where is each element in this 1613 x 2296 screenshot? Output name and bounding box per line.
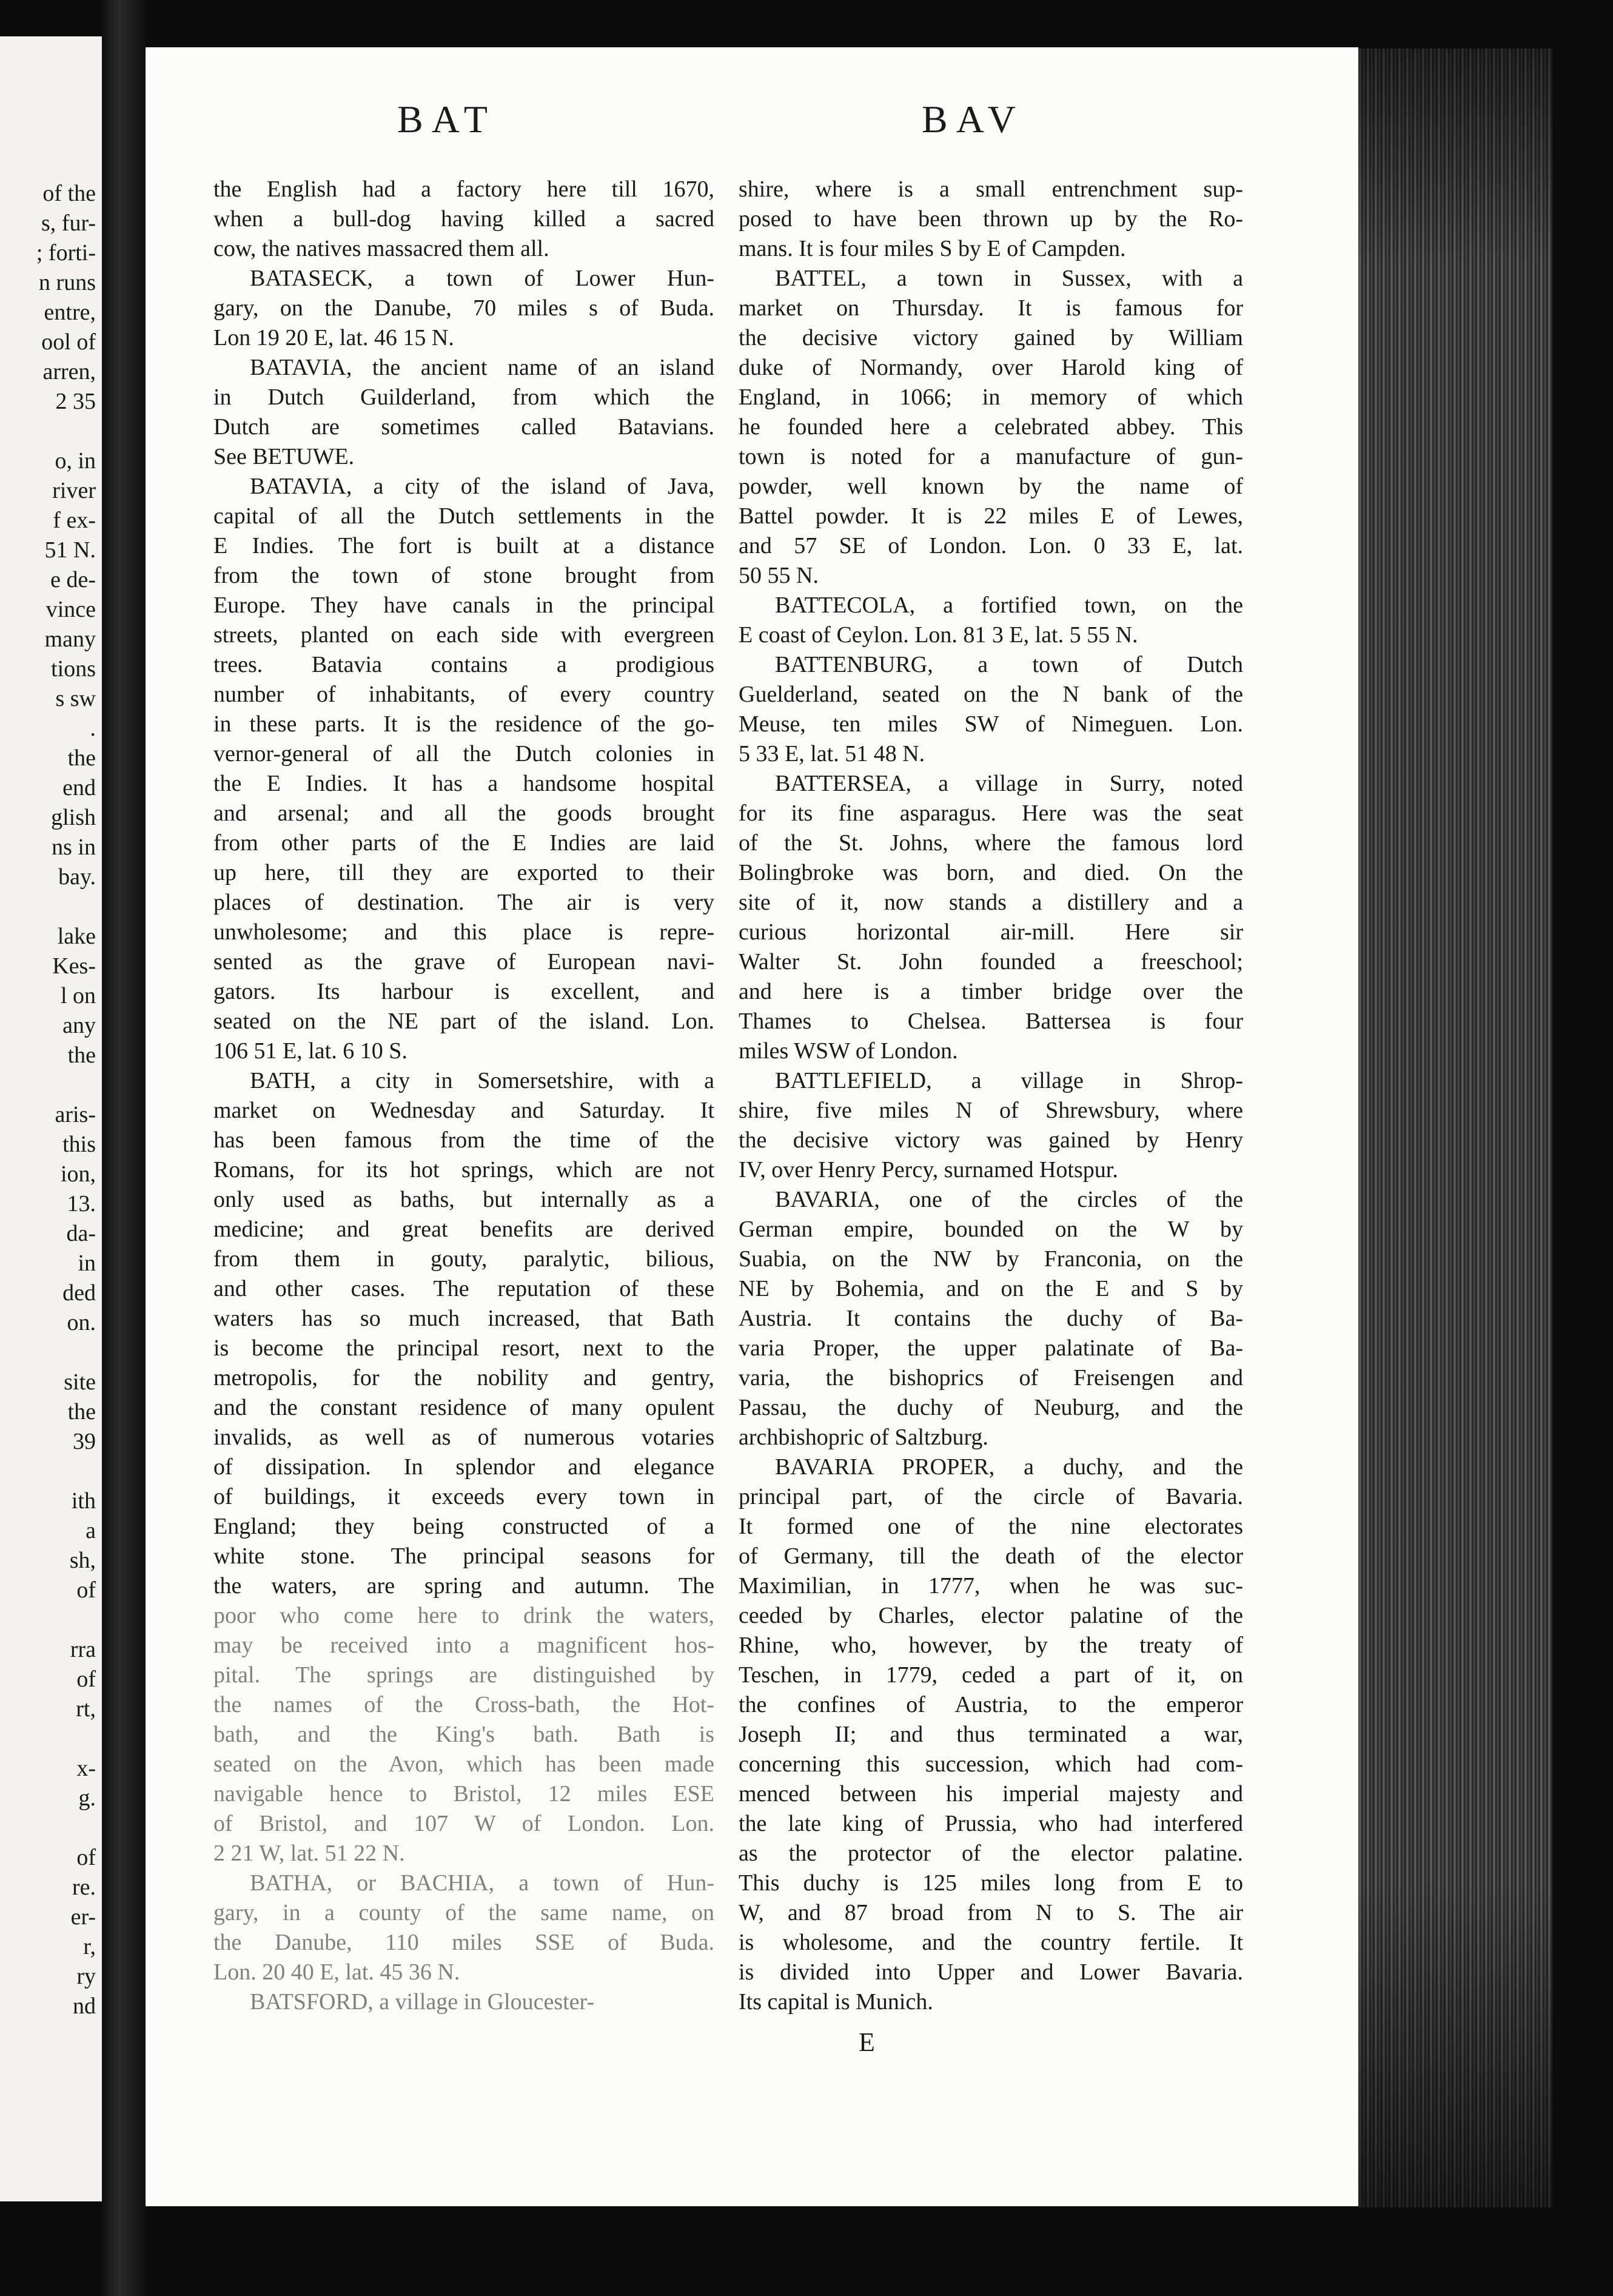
previous-page-fragment: er- bbox=[70, 1904, 96, 1930]
text-line: gators. Its harbour is excellent, and bbox=[213, 979, 714, 1004]
previous-page-fragment: tions bbox=[51, 656, 96, 682]
previous-page-fragment: 39 bbox=[73, 1429, 96, 1454]
previous-page-fragment: . bbox=[90, 716, 96, 741]
text-line: Austria. It contains the duchy of Ba- bbox=[739, 1306, 1243, 1331]
previous-page-fragment: sh, bbox=[69, 1548, 96, 1573]
previous-page-fragment: ion, bbox=[60, 1161, 96, 1187]
text-line: the English had a factory here till 1670, bbox=[213, 176, 714, 202]
text-line: of Germany, till the death of the elector bbox=[739, 1543, 1243, 1569]
text-line: Maximilian, in 1777, when he was suc- bbox=[739, 1573, 1243, 1599]
previous-page-fragment: l on bbox=[60, 983, 96, 1009]
previous-page-fragment: ; forti- bbox=[36, 240, 96, 266]
text-line: waters has so much increased, that Bath bbox=[213, 1306, 714, 1331]
previous-page-fragment: ns in bbox=[52, 834, 96, 860]
text-line: shire, where is a small entrenchment sup- bbox=[739, 176, 1243, 202]
text-line: 106 51 E, lat. 6 10 S. bbox=[213, 1038, 407, 1064]
previous-page-fragment: r, bbox=[83, 1934, 96, 1959]
text-line: ceeded by Charles, elector palatine of the bbox=[739, 1603, 1243, 1628]
previous-page-fragment: ry bbox=[76, 1964, 96, 1989]
text-line: E Indies. The fort is built at a distance bbox=[213, 533, 714, 559]
text-line: only used as baths, but internally as a bbox=[213, 1187, 714, 1212]
text-line: he founded here a celebrated abbey. This bbox=[739, 414, 1243, 440]
text-line: BATTERSEA, a village in Surry, noted bbox=[775, 771, 1243, 796]
text-line: BATAVIA, a city of the island of Java, bbox=[250, 474, 714, 499]
text-line: the waters, are spring and autumn. The bbox=[213, 1573, 714, 1599]
text-line: Passau, the duchy of Neuburg, and the bbox=[739, 1395, 1243, 1420]
text-line: curious horizontal air-mill. Here sir bbox=[739, 919, 1243, 945]
text-line: principal part, of the circle of Bavaria. bbox=[739, 1484, 1243, 1509]
previous-page-fragment: aris- bbox=[55, 1102, 96, 1127]
text-line: BATTLEFIELD, a village in Shrop- bbox=[775, 1068, 1243, 1093]
text-line: gary, on the Danube, 70 miles s of Buda. bbox=[213, 295, 714, 321]
previous-page-fragment: lake bbox=[57, 924, 96, 949]
text-line: market on Wednesday and Saturday. It bbox=[213, 1098, 714, 1123]
text-line: as the protector of the elector palatine. bbox=[739, 1841, 1243, 1866]
text-line: town is noted for a manufacture of gun- bbox=[739, 444, 1243, 469]
previous-page-fragment: end bbox=[62, 775, 96, 801]
text-line: navigable hence to Bristol, 12 miles ESE bbox=[213, 1781, 714, 1807]
text-line: is wholesome, and the country fertile. It bbox=[739, 1930, 1243, 1955]
text-line: Romans, for its hot springs, which are not bbox=[213, 1157, 714, 1183]
text-line: places of destination. The air is very bbox=[213, 890, 714, 915]
text-line: 2 21 W, lat. 51 22 N. bbox=[213, 1841, 405, 1866]
text-line: E coast of Ceylon. Lon. 81 3 E, lat. 5 55 N. bbox=[739, 622, 1138, 648]
text-line: Suabia, on the NW by Franconia, on the bbox=[739, 1246, 1243, 1272]
previous-page-fragment: f ex- bbox=[53, 508, 96, 533]
text-line: BATTECOLA, a fortified town, on the bbox=[775, 592, 1243, 618]
text-line: Its capital is Munich. bbox=[739, 1989, 933, 2015]
text-line: of Bristol, and 107 W of London. Lon. bbox=[213, 1811, 714, 1836]
left-text-column bbox=[213, 175, 714, 2017]
text-line: and the constant residence of many opulent bbox=[213, 1395, 714, 1420]
text-line: seated on the Avon, which has been made bbox=[213, 1751, 714, 1777]
previous-page-fragment: glish bbox=[51, 805, 96, 830]
text-line: BAVARIA, one of the circles of the bbox=[775, 1187, 1243, 1212]
text-line: Rhine, who, however, by the treaty of bbox=[739, 1633, 1243, 1658]
text-line: medicine; and great benefits are derived bbox=[213, 1217, 714, 1242]
text-line: and arsenal; and all the goods brought bbox=[213, 801, 714, 826]
right-text-column bbox=[739, 175, 1243, 2017]
text-line: Battel powder. It is 22 miles E of Lewes, bbox=[739, 503, 1243, 529]
text-line: the names of the Cross-bath, the Hot- bbox=[213, 1692, 714, 1717]
text-line: miles WSW of London. bbox=[739, 1038, 958, 1064]
text-line: when a bull-dog having killed a sacred bbox=[213, 206, 714, 232]
text-line: in Dutch Guilderland, from which the bbox=[213, 384, 714, 410]
text-line: the decisive victory gained by William bbox=[739, 325, 1243, 351]
text-line: BATH, a city in Somersetshire, with a bbox=[250, 1068, 714, 1093]
previous-page-fragment: vince bbox=[45, 597, 96, 622]
text-line: metropolis, for the nobility and gentry, bbox=[213, 1365, 714, 1391]
previous-page-fragment: of bbox=[76, 1667, 96, 1692]
text-line: Joseph II; and thus terminated a war, bbox=[739, 1722, 1243, 1747]
text-line: and here is a timber bridge over the bbox=[739, 979, 1243, 1004]
text-line: in these parts. It is the residence of the go- bbox=[213, 711, 714, 737]
text-line: 50 55 N. bbox=[739, 563, 819, 588]
text-line: BATASECK, a town of Lower Hun- bbox=[250, 266, 714, 291]
text-line: is divided into Upper and Lower Bavaria. bbox=[739, 1959, 1243, 1985]
previous-page-fragment: o, in bbox=[55, 448, 96, 474]
text-line: powder, well known by the name of bbox=[739, 474, 1243, 499]
previous-page-fragment: Kes- bbox=[52, 953, 96, 979]
previous-page-fragment: da- bbox=[66, 1221, 96, 1246]
text-line: Meuse, ten miles SW of Nimeguen. Lon. bbox=[739, 711, 1243, 737]
text-line: pital. The springs are distinguished by bbox=[213, 1662, 714, 1688]
previous-page-edge bbox=[0, 36, 102, 2201]
previous-page-fragment: entre, bbox=[44, 300, 96, 325]
text-line: BAVARIA PROPER, a duchy, and the bbox=[775, 1454, 1243, 1480]
previous-page-fragment: many bbox=[44, 626, 96, 652]
text-line: It formed one of the nine electorates bbox=[739, 1514, 1243, 1539]
text-line: menced between his imperial majesty and bbox=[739, 1781, 1243, 1807]
text-line: Thames to Chelsea. Battersea is four bbox=[739, 1009, 1243, 1034]
previous-page-fragment: rt, bbox=[76, 1696, 96, 1722]
previous-page-fragment: 2 35 bbox=[55, 389, 96, 414]
previous-page-fragment: on. bbox=[67, 1310, 96, 1335]
text-line: poor who come here to drink the waters, bbox=[213, 1603, 714, 1628]
text-line: NE by Bohemia, and on the E and S by bbox=[739, 1276, 1243, 1301]
text-line: from other parts of the E Indies are laid bbox=[213, 830, 714, 856]
previous-page-fragment: s, fur- bbox=[41, 210, 96, 236]
text-line: sented as the grave of European navi- bbox=[213, 949, 714, 975]
text-line: the E Indies. It has a handsome hospital bbox=[213, 771, 714, 796]
previous-page-fragment: e de- bbox=[50, 567, 96, 592]
text-line: Walter St. John founded a freeschool; bbox=[739, 949, 1243, 975]
previous-page-fragment: arren, bbox=[42, 359, 96, 384]
text-line: the decisive victory was gained by Henry bbox=[739, 1127, 1243, 1153]
previous-page-fragment: any bbox=[62, 1013, 96, 1038]
text-line: BATTEL, a town in Sussex, with a bbox=[775, 266, 1243, 291]
page-block-edges bbox=[1358, 49, 1552, 2207]
text-line: duke of Normandy, over Harold king of bbox=[739, 355, 1243, 380]
text-line: BATAVIA, the ancient name of an island bbox=[250, 355, 714, 380]
text-line: cow, the natives massacred them all. bbox=[213, 236, 549, 261]
text-line: seated on the NE part of the island. Lon. bbox=[213, 1009, 714, 1034]
text-line: site of it, now stands a distillery and a bbox=[739, 890, 1243, 915]
text-line: is become the principal resort, next to the bbox=[213, 1335, 714, 1361]
previous-page-fragment: rra bbox=[70, 1637, 96, 1662]
text-line: Europe. They have canals in the principal bbox=[213, 592, 714, 618]
previous-page-fragment: bay. bbox=[58, 864, 96, 890]
text-line: gary, in a county of the same name, on bbox=[213, 1900, 714, 1925]
text-line: of the St. Johns, where the famous lord bbox=[739, 830, 1243, 856]
text-line: 5 33 E, lat. 51 48 N. bbox=[739, 741, 925, 767]
text-line: shire, five miles N of Shrewsbury, where bbox=[739, 1098, 1243, 1123]
text-line: the confines of Austria, to the emperor bbox=[739, 1692, 1243, 1717]
text-line: BATHA, or BACHIA, a town of Hun- bbox=[250, 1870, 714, 1896]
text-line: Dutch are sometimes called Batavians. bbox=[213, 414, 714, 440]
text-line: Teschen, in 1779, ceded a part of it, on bbox=[739, 1662, 1243, 1688]
previous-page-fragment: n runs bbox=[39, 270, 96, 295]
previous-page-fragment: this bbox=[62, 1132, 96, 1157]
text-line: concerning this succession, which had com- bbox=[739, 1751, 1243, 1777]
previous-page-fragment: the bbox=[67, 1399, 96, 1425]
text-line: England; they being constructed of a bbox=[213, 1514, 714, 1539]
text-line: has been famous from the time of the bbox=[213, 1127, 714, 1153]
text-line: from them in gouty, paralytic, bilious, bbox=[213, 1246, 714, 1272]
text-line: market on Thursday. It is famous for bbox=[739, 295, 1243, 321]
text-line: streets, planted on each side with evergreen bbox=[213, 622, 714, 648]
text-line: varia Proper, the upper palatinate of Ba- bbox=[739, 1335, 1243, 1361]
previous-page-fragment: ool of bbox=[41, 329, 96, 355]
running-head-right: BAV bbox=[922, 98, 1024, 141]
previous-page-fragment: 13. bbox=[67, 1191, 96, 1217]
previous-page-fragment: river bbox=[52, 478, 96, 503]
text-line: Lon. 20 40 E, lat. 45 36 N. bbox=[213, 1959, 460, 1985]
text-line: BATSFORD, a village in Gloucester- bbox=[250, 1989, 595, 2015]
previous-page-fragment: re. bbox=[72, 1875, 96, 1900]
text-line: trees. Batavia contains a prodigious bbox=[213, 652, 714, 677]
text-line: England, in 1066; in memory of which bbox=[739, 384, 1243, 410]
text-line: invalids, as well as of numerous votaries bbox=[213, 1425, 714, 1450]
previous-page-fragment: nd bbox=[73, 1993, 96, 2019]
previous-page-fragment: of bbox=[76, 1577, 96, 1603]
previous-page-fragment: ded bbox=[62, 1280, 96, 1306]
text-line: of dissipation. In splendor and elegance bbox=[213, 1454, 714, 1480]
text-line: IV, over Henry Percy, surnamed Hotspur. bbox=[739, 1157, 1118, 1183]
text-line: Guelderland, seated on the N bank of the bbox=[739, 682, 1243, 707]
previous-page-fragment: the bbox=[67, 1042, 96, 1068]
text-line: up here, till they are exported to their bbox=[213, 860, 714, 885]
text-line: the Danube, 110 miles SSE of Buda. bbox=[213, 1930, 714, 1955]
text-line: See BETUWE. bbox=[213, 444, 355, 469]
text-line: Lon 19 20 E, lat. 46 15 N. bbox=[213, 325, 454, 351]
previous-page-fragment: ith bbox=[71, 1488, 96, 1514]
text-line: vernor-general of all the Dutch colonies in bbox=[213, 741, 714, 767]
text-line: and 57 SE of London. Lon. 0 33 E, lat. bbox=[739, 533, 1243, 559]
text-line: mans. It is four miles S by E of Campden. bbox=[739, 236, 1126, 261]
previous-page-fragment: 51 N. bbox=[44, 537, 96, 563]
text-line: and other cases. The reputation of these bbox=[213, 1276, 714, 1301]
previous-page-fragment: g. bbox=[78, 1785, 96, 1811]
running-head-left: BAT bbox=[397, 98, 496, 141]
text-line: This duchy is 125 miles long from E to bbox=[739, 1870, 1243, 1896]
text-line: from the town of stone brought from bbox=[213, 563, 714, 588]
previous-page-fragment: the bbox=[67, 745, 96, 771]
text-line: archbishopric of Saltzburg. bbox=[739, 1425, 988, 1450]
text-line: number of inhabitants, of every country bbox=[213, 682, 714, 707]
previous-page-fragment: x- bbox=[76, 1756, 96, 1781]
text-line: German empire, bounded on the W by bbox=[739, 1217, 1243, 1242]
text-line: varia, the bishoprics of Freisengen and bbox=[739, 1365, 1243, 1391]
text-line: W, and 87 broad from N to S. The air bbox=[739, 1900, 1243, 1925]
text-line: may be received into a magnificent hos- bbox=[213, 1633, 714, 1658]
book-gutter bbox=[102, 0, 146, 2296]
text-line: capital of all the Dutch settlements in the bbox=[213, 503, 714, 529]
text-line: Bolingbroke was born, and died. On the bbox=[739, 860, 1243, 885]
text-line: the late king of Prussia, who had interfered bbox=[739, 1811, 1243, 1836]
text-line: for its fine asparagus. Here was the seat bbox=[739, 801, 1243, 826]
previous-page-fragment: s sw bbox=[55, 686, 96, 711]
text-line: posed to have been thrown up by the Ro- bbox=[739, 206, 1243, 232]
text-line: unwholesome; and this place is repre- bbox=[213, 919, 714, 945]
previous-page-fragment: of bbox=[76, 1845, 96, 1870]
text-line: BATTENBURG, a town of Dutch bbox=[775, 652, 1243, 677]
previous-page-fragment: in bbox=[78, 1250, 96, 1276]
previous-page-fragment: a bbox=[86, 1518, 96, 1543]
previous-page-fragment: site bbox=[64, 1369, 96, 1395]
signature-mark: E bbox=[859, 2027, 875, 2057]
text-line: bath, and the King's bath. Bath is bbox=[213, 1722, 714, 1747]
text-line: white stone. The principal seasons for bbox=[213, 1543, 714, 1569]
text-line: of buildings, it exceeds every town in bbox=[213, 1484, 714, 1509]
previous-page-fragment: of the bbox=[42, 181, 96, 206]
